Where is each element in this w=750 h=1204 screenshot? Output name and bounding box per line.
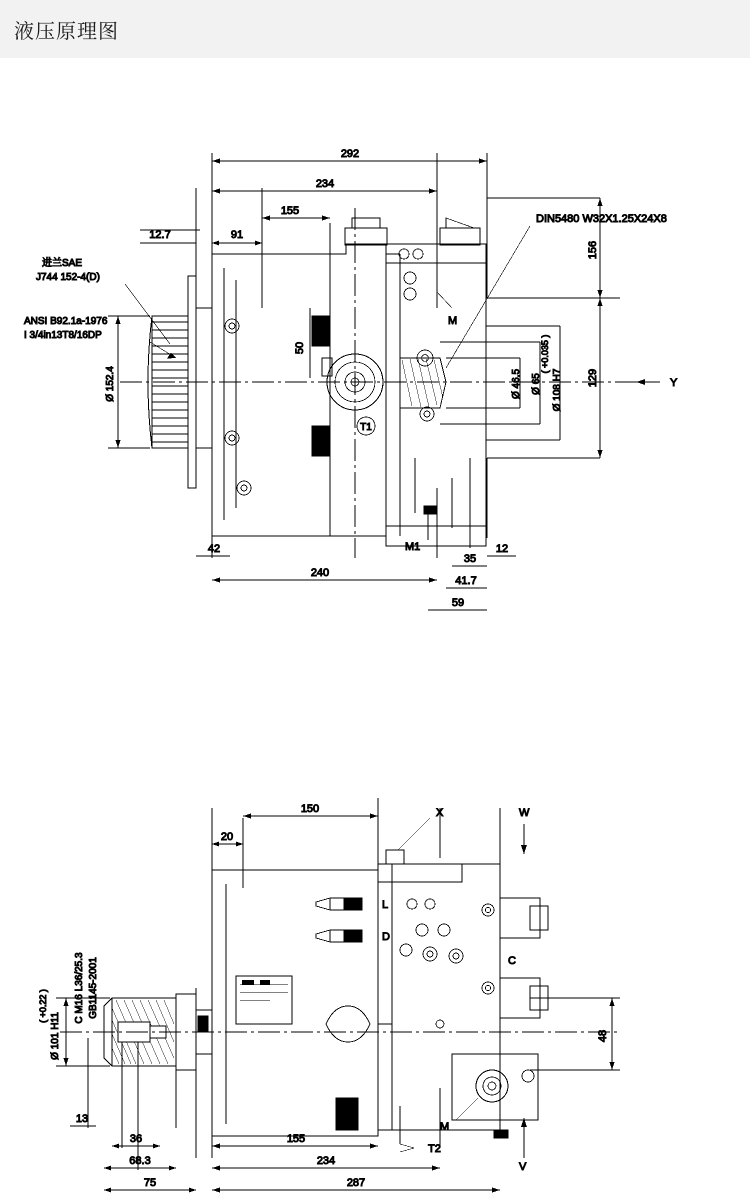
dim-59: 59 bbox=[451, 597, 465, 609]
dim-91: 91 bbox=[230, 229, 244, 241]
dim-150: 150 bbox=[300, 803, 320, 815]
dim-dia-108-h7: Ø 108 H7 bbox=[552, 368, 563, 412]
note-din5480: DIN5480 W32X1.25X24X8 bbox=[536, 213, 667, 225]
note-c-m16: C M16 L36/25.3 bbox=[74, 952, 85, 1024]
dim-12: 12 bbox=[495, 543, 509, 555]
callout-x: X bbox=[436, 807, 444, 819]
note-sae-flange: 进兰SAE bbox=[42, 258, 83, 269]
dim-75: 75 bbox=[143, 1177, 157, 1189]
dim-287: 287 bbox=[346, 1177, 366, 1189]
dim-tolerance-101: ( +0.22 ) bbox=[38, 989, 48, 1023]
dim-292: 292 bbox=[340, 148, 360, 160]
note-spline-detail: I 3/4in13T8/16DP bbox=[24, 330, 102, 341]
callout-y: Y bbox=[670, 377, 678, 389]
dim-42: 42 bbox=[207, 543, 221, 555]
dim-234-plan: 234 bbox=[316, 1155, 336, 1167]
dim-12-7: 12.7 bbox=[149, 229, 171, 241]
callout-d: D bbox=[382, 931, 390, 943]
callout-t1: T1 bbox=[360, 422, 372, 433]
callout-l: L bbox=[382, 899, 389, 911]
dim-48: 48 bbox=[597, 1029, 609, 1043]
dim-155: 155 bbox=[280, 205, 300, 217]
callout-m: M bbox=[448, 315, 458, 327]
dim-dia-101-h11: Ø 101 H11 bbox=[50, 1012, 61, 1060]
dim-155-plan: 155 bbox=[286, 1133, 306, 1145]
dim-dia-152-4: Ø 152.4 bbox=[105, 366, 116, 402]
note-j744: J744 152-4(D) bbox=[36, 272, 100, 283]
callout-t2: T2 bbox=[428, 1143, 441, 1155]
callout-m1: M1 bbox=[405, 541, 421, 553]
callout-v: V bbox=[519, 1161, 527, 1173]
callout-c: C bbox=[508, 955, 516, 967]
dim-68-3: 68.3 bbox=[129, 1155, 151, 1167]
dim-36: 36 bbox=[129, 1133, 143, 1145]
page-header bbox=[0, 0, 750, 59]
dim-41-7: 41.7 bbox=[455, 575, 477, 587]
dim-50: 50 bbox=[294, 341, 306, 355]
page-title: 液压原理图 bbox=[14, 18, 119, 43]
dim-240: 240 bbox=[310, 567, 330, 579]
drawing-stage bbox=[0, 58, 750, 1204]
dim-20: 20 bbox=[220, 831, 234, 843]
dim-13: 13 bbox=[75, 1113, 89, 1125]
note-ansi: ANSI B92.1a-1976 bbox=[24, 316, 108, 327]
hydraulic-pump-plan-view bbox=[0, 658, 750, 1204]
callout-m-plan: M bbox=[440, 1121, 450, 1133]
dim-dia-65: Ø 65 bbox=[531, 373, 542, 395]
note-gb1145: GB1145-2001 bbox=[88, 957, 99, 1019]
dim-dia-46-5: Ø 46.5 bbox=[511, 368, 522, 400]
callout-w: W bbox=[519, 807, 530, 819]
dim-129: 129 bbox=[587, 368, 599, 388]
dim-tolerance-upper: ( +0.035 ) bbox=[540, 334, 550, 374]
hydraulic-pump-side-elevation bbox=[0, 58, 750, 658]
dim-156: 156 bbox=[587, 240, 599, 260]
dim-234: 234 bbox=[315, 178, 335, 190]
dim-35: 35 bbox=[463, 553, 477, 565]
